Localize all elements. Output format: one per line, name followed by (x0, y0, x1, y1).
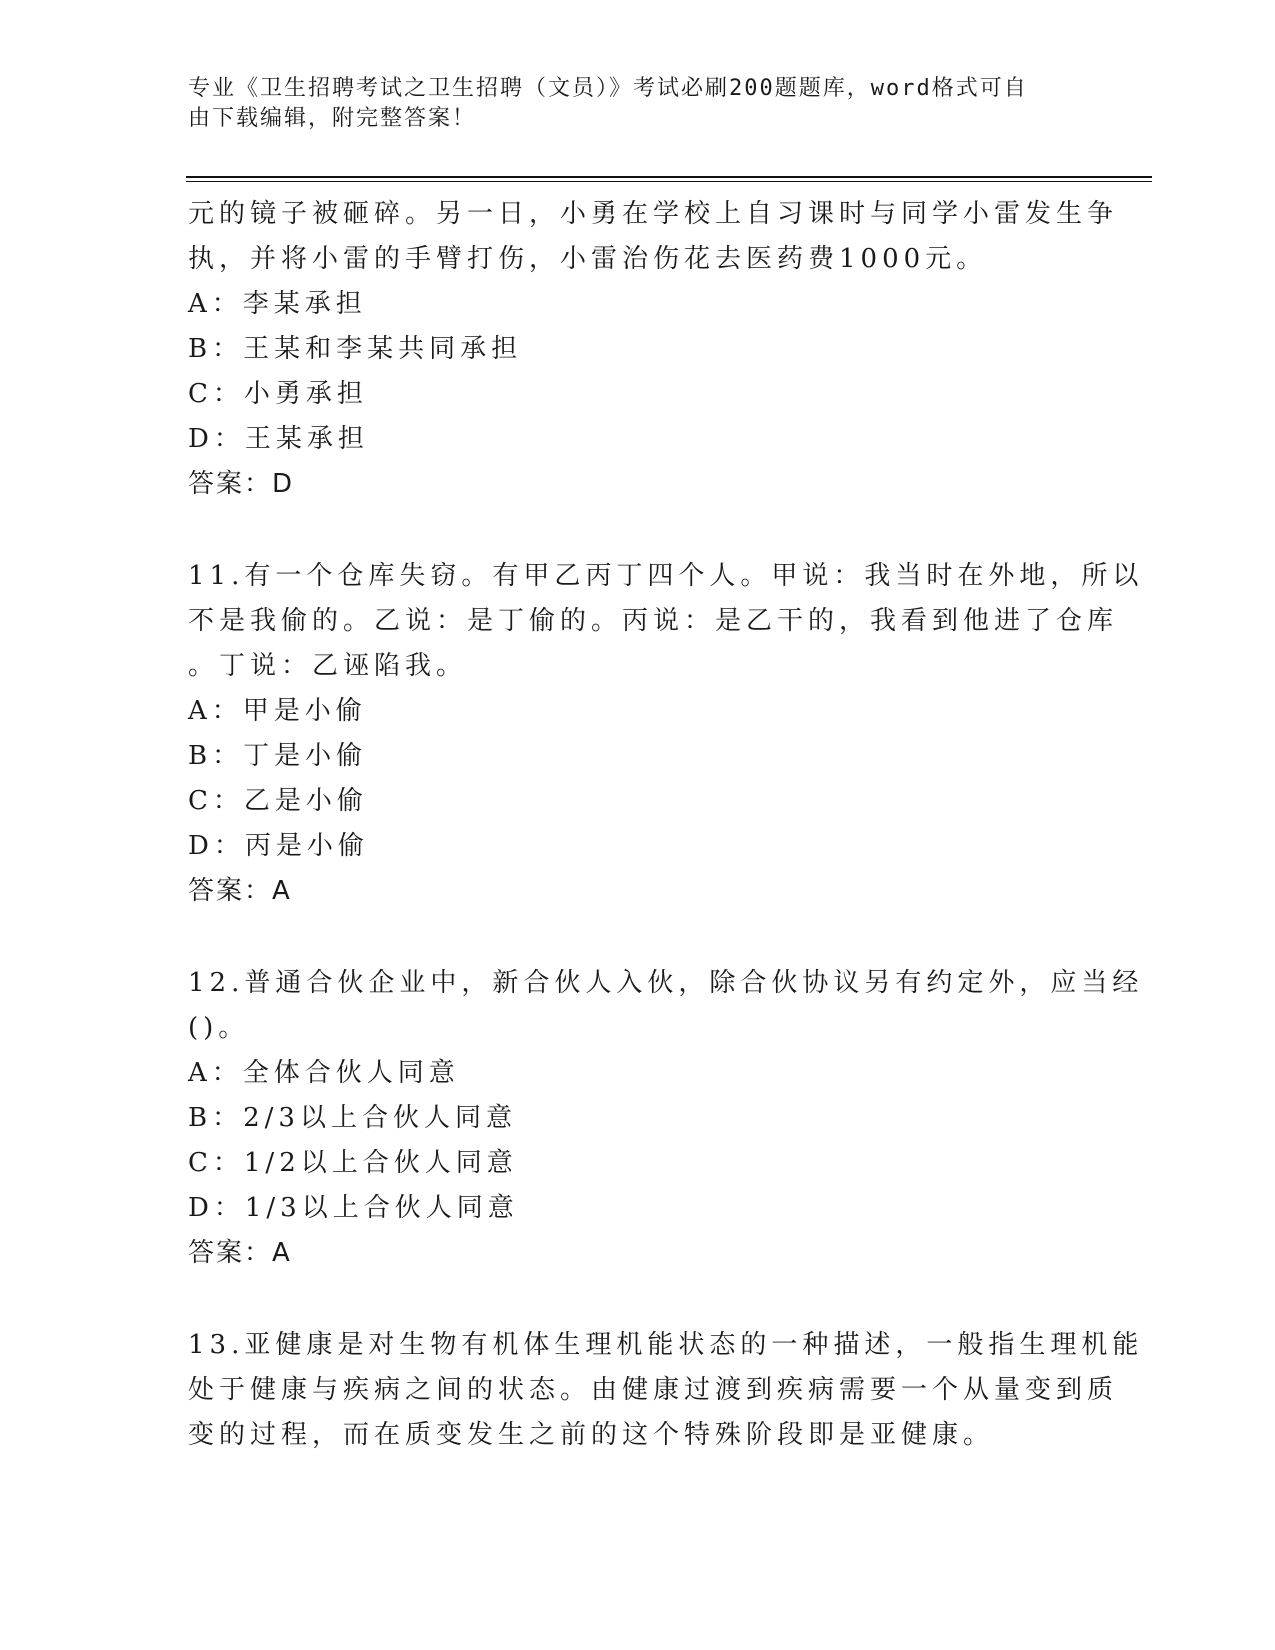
option-a: A：甲是小偷 (188, 696, 367, 726)
question-stem-line: 。丁说：乙诬陷我。 (188, 651, 468, 681)
question-stem-line: 变的过程，而在质变发生之前的这个特殊阶段即是亚健康。 (188, 1420, 995, 1450)
question-stem-line: 元的镜子被砸碎。另一日，小勇在学校上自习课时与同学小雷发生争 (188, 199, 1119, 229)
question-13 (188, 1323, 1144, 1458)
option-b: B：丁是小偷 (188, 741, 368, 771)
document-header (188, 74, 1068, 134)
header-line-2: 由下载编辑，附完整答案！ (188, 106, 477, 131)
question-stem-line: 12.普通合伙企业中，新合伙人入伙，除合伙协议另有约定外，应当经 (188, 968, 1144, 998)
answer: 答案：A (188, 1238, 292, 1268)
option-c: C：小勇承担 (188, 379, 368, 409)
question-stem-line: 处于健康与疾病之间的状态。由健康过渡到疾病需要一个从量变到质 (188, 1375, 1119, 1405)
answer: 答案：A (188, 876, 292, 906)
option-d: D：1/3以上合伙人同意 (188, 1193, 519, 1223)
option-a: A：全体合伙人同意 (188, 1058, 460, 1088)
header-rule-thin (186, 181, 1152, 182)
option-c: C：乙是小偷 (188, 786, 368, 816)
option-d: D：丙是小偷 (188, 831, 369, 861)
option-b: B：王某和李某共同承担 (188, 334, 523, 364)
header-rule-thick (186, 176, 1152, 178)
question-stem-line: 执，并将小雷的手臂打伤，小雷治伤花去医药费1000元。 (188, 244, 988, 274)
question-stem-line: ()。 (188, 1013, 250, 1043)
question-11 (188, 554, 1144, 914)
question-stem-line: 13.亚健康是对生物有机体生理机能状态的一种描述，一般指生理机能 (188, 1330, 1144, 1360)
question-stem-line: 不是我偷的。乙说：是丁偷的。丙说：是乙干的，我看到他进了仓库 (188, 606, 1119, 636)
option-b: B：2/3以上合伙人同意 (188, 1103, 517, 1133)
question-list (188, 192, 1144, 1458)
header-line-1: 专业《卫生招聘考试之卫生招聘（文员）》考试必刷200题题库，word格式可自 (188, 76, 1028, 101)
option-d: D：王某承担 (188, 424, 369, 454)
question-stem-line: 11.有一个仓库失窃。有甲乙丙丁四个人。甲说：我当时在外地，所以 (188, 561, 1144, 591)
option-a: A：李某承担 (188, 289, 367, 319)
option-c: C：1/2以上合伙人同意 (188, 1148, 518, 1178)
question-12 (188, 961, 1144, 1276)
answer: 答案：D (188, 469, 295, 499)
question-10 (188, 192, 1119, 507)
